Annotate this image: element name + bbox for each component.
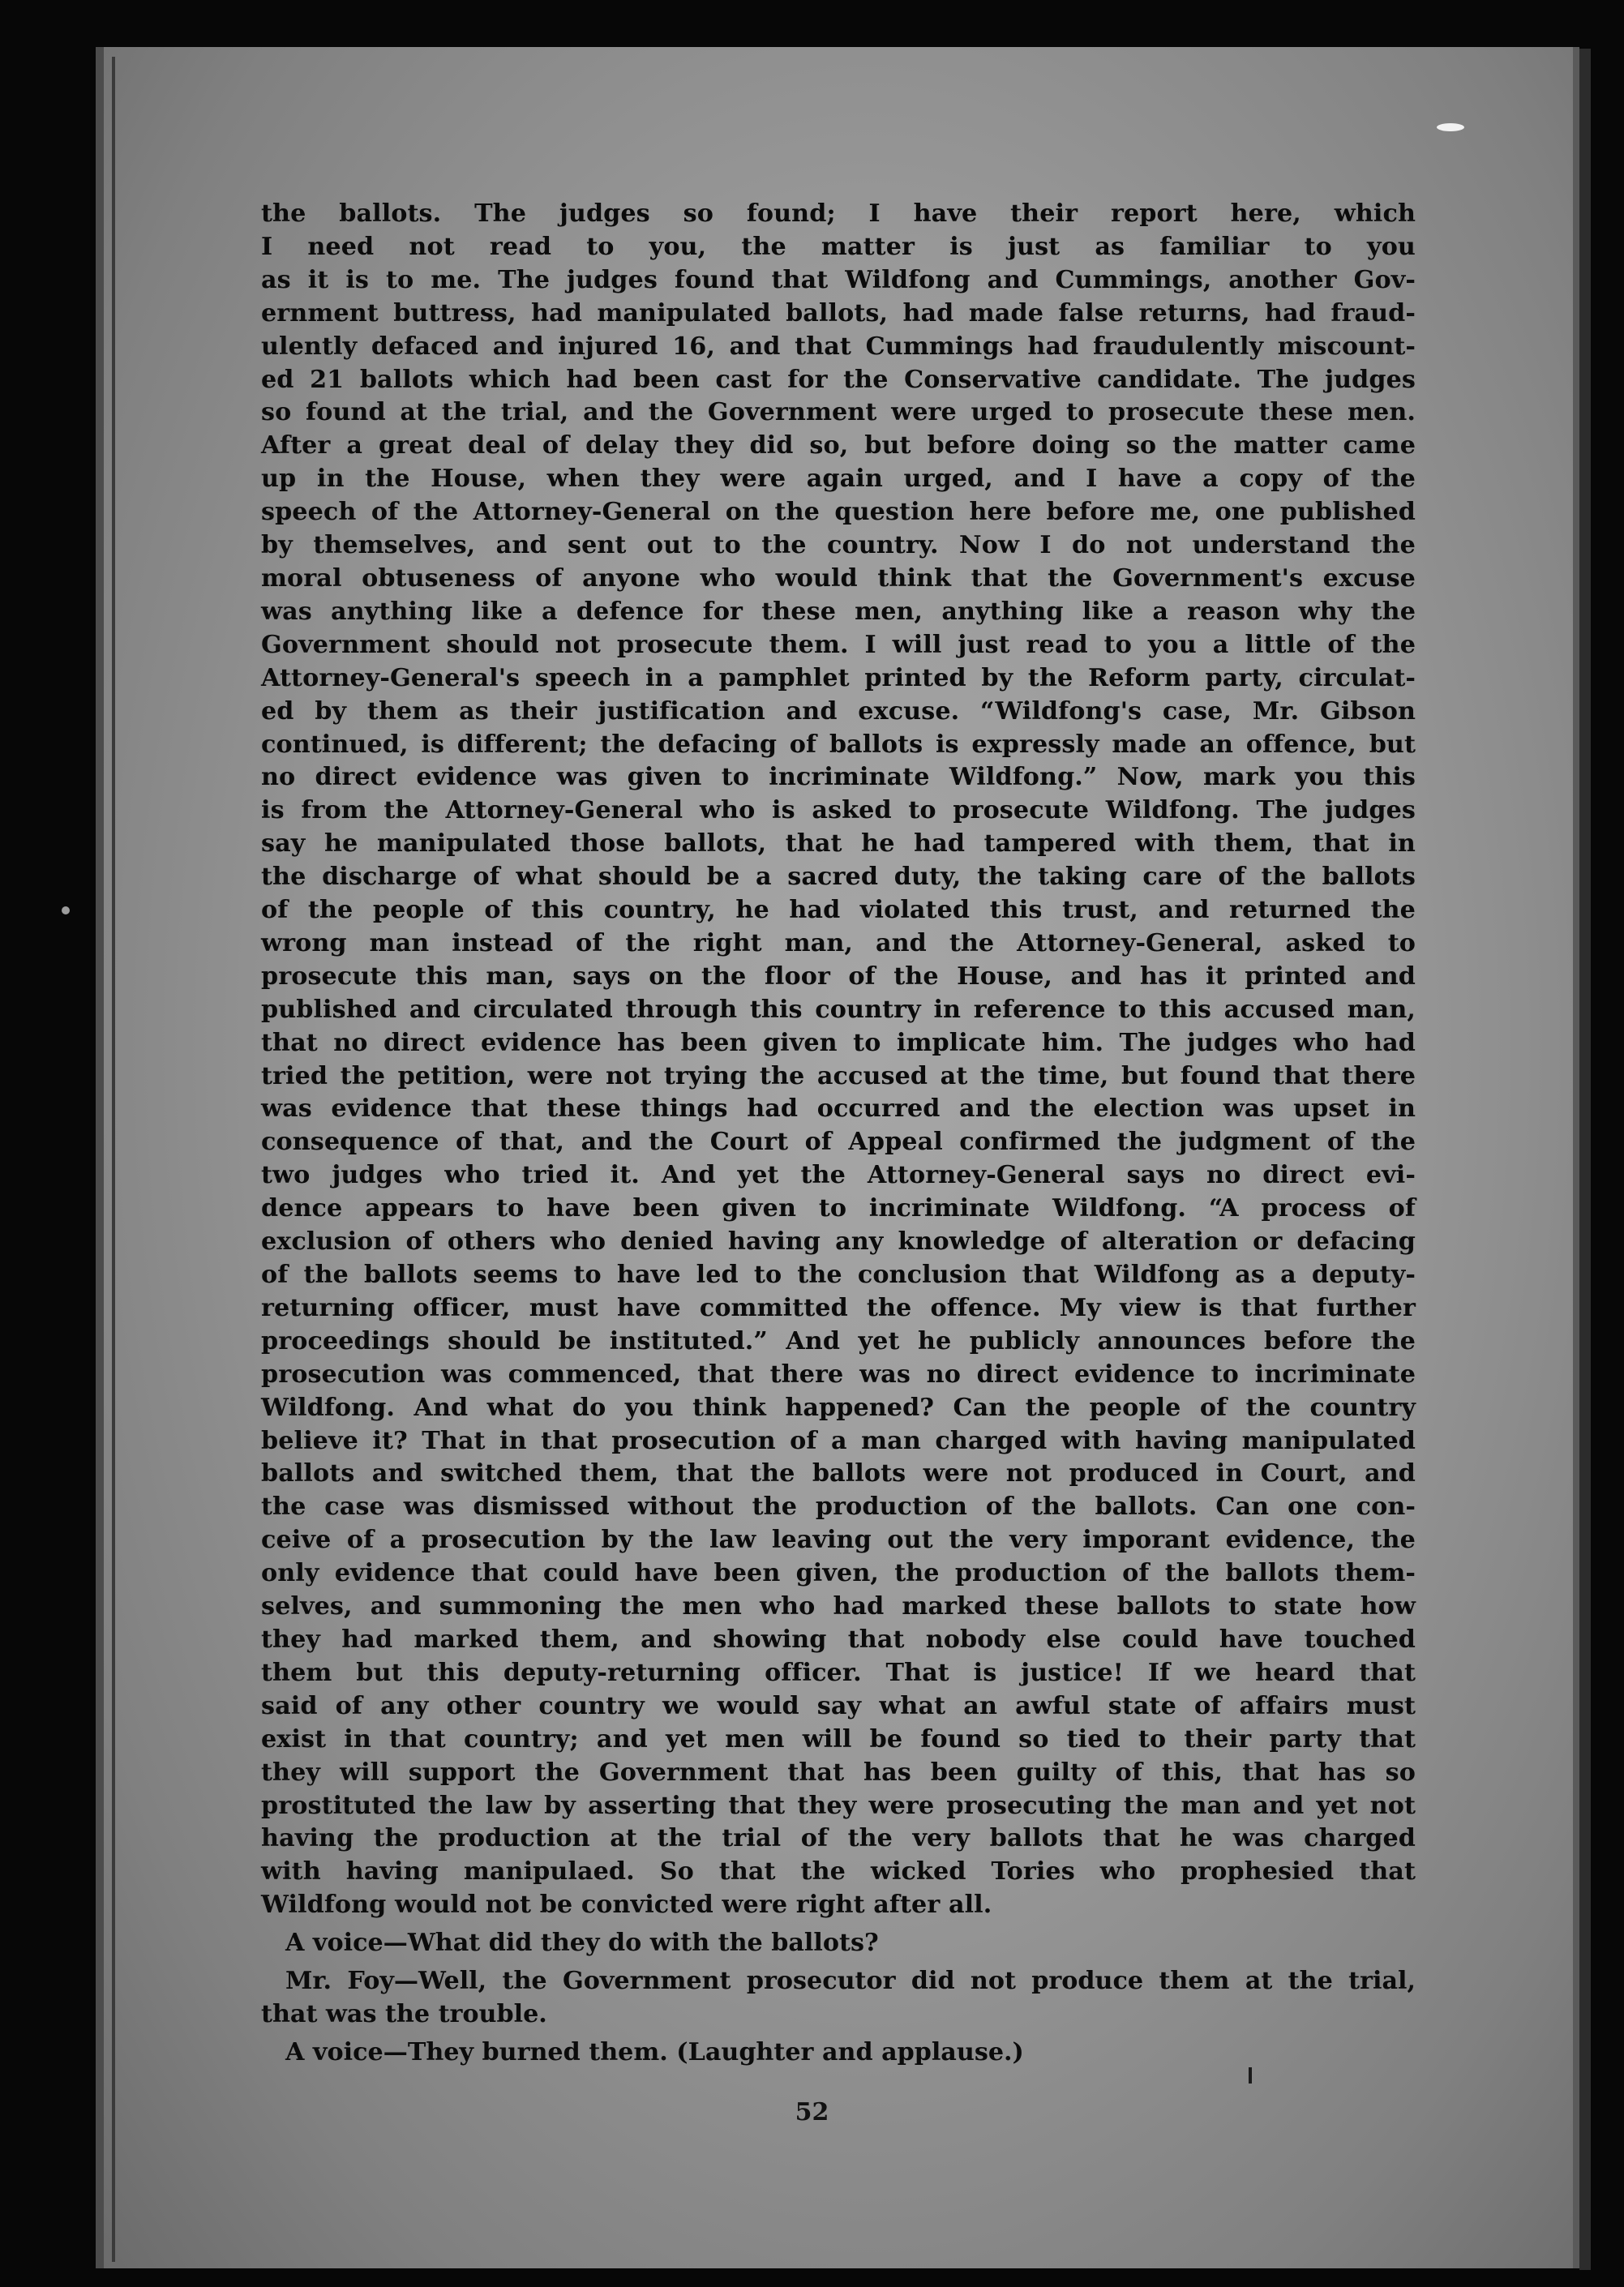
text-line: Government should not prosecute them. I will just read to you a little of the [261, 630, 1416, 659]
text-line: After a great deal of delay they did so, but before doing so the matter came [261, 431, 1416, 460]
binding-hole [62, 906, 70, 914]
text-line: up in the House, when they were again urged, and I have a copy of the [261, 465, 1416, 494]
text-line: prostituted the law by asserting that they were prosecuting the man and yet not [261, 1791, 1416, 1820]
text-line: ceive of a prosecution by the law leaving out the very imporant evidence, the [261, 1526, 1416, 1555]
text-line: the ballots. The judges so found; I have their report here, which [261, 199, 1416, 228]
text-line: ernment buttress, had manipulated ballots, had made false returns, had fraud- [261, 298, 1416, 328]
page-gutter [112, 57, 115, 2262]
dialogue-line: Mr. Foy—Well, the Government prosecutor did not produce them at the trial, [285, 1967, 1416, 1996]
dialogue-line: A voice—They burned them. (Laughter and applause.) [285, 2037, 1024, 2066]
text-line: the discharge of what should be a sacred duty, the taking care of the ballots [261, 863, 1416, 892]
scan-mark [1249, 2067, 1252, 2084]
text-line: Wildfong would not be convicted were right after all. [261, 1891, 992, 1920]
text-line: ed by them as their justification and excuse. “Wildfong's case, Mr. Gibson [261, 696, 1416, 726]
text-line: is from the Attorney-General who is asked to prosecute Wildfong. The judges [261, 796, 1416, 825]
text-line: by themselves, and sent out to the country. Now I do not understand the [261, 531, 1416, 560]
text-line: proceedings should be instituted.” And yet he publicly announces before the [261, 1326, 1416, 1355]
text-line: moral obtuseness of anyone who would think that the Government's excuse [261, 563, 1416, 593]
text-line: was evidence that these things had occurred and the election was upset in [261, 1094, 1416, 1124]
text-line: returning officer, must have committed the offence. My view is that further [261, 1293, 1416, 1322]
text-line: two judges who tried it. And yet the Attorney-General says no direct evi- [261, 1161, 1416, 1190]
text-line: with having manipulaed. So that the wicked Tories who prophesied that [261, 1857, 1416, 1887]
text-line: said of any other country we would say what an awful state of affairs must [261, 1691, 1416, 1720]
dialogue-line: that was the trouble. [261, 1999, 547, 2028]
text-line: the case was dismissed without the production of the ballots. Can one con- [261, 1493, 1416, 1522]
text-line: they will support the Government that has been guilty of this, that has so [261, 1758, 1416, 1787]
text-line: was anything like a defence for these men, anything like a reason why the [261, 597, 1416, 626]
text-line: selves, and summoning the men who had marked these ballots to state how [261, 1592, 1416, 1621]
text-line: no direct evidence was given to incriminate Wildfong.” Now, mark you this [261, 763, 1416, 792]
text-line: so found at the trial, and the Government were urged to prosecute these men. [261, 398, 1416, 427]
text-line: of the ballots seems to have led to the conclusion that Wildfong as a deputy- [261, 1261, 1416, 1289]
text-line: ballots and switched them, that the ballots were not produced in Court, and [261, 1459, 1416, 1488]
text-line: speech of the Attorney-General on the question here before me, one published [261, 498, 1416, 527]
scan-speck [1437, 123, 1464, 131]
body-paragraph [261, 198, 1416, 1922]
text-line: dence appears to have been given to incriminate Wildfong. “A process of [261, 1194, 1416, 1223]
text-line: ulently defaced and injured 16, and that Cummings had fraudulently miscount- [261, 332, 1416, 361]
text-line: wrong man instead of the right man, and the Attorney-General, asked to [261, 928, 1416, 957]
text-line: prosecution was commenced, that there was no direct evidence to incriminate [261, 1360, 1416, 1389]
text-line: consequence of that, and the Court of Appeal confirmed the judgment of the [261, 1128, 1416, 1157]
text-line: exclusion of others who denied having any knowledge of alteration or defacing [261, 1227, 1416, 1257]
text-line: believe it? That in that prosecution of a man charged with having manipulated [261, 1426, 1416, 1455]
text-line: say he manipulated those ballots, that he had tampered with them, that in [261, 829, 1416, 859]
text-line: of the people of this country, he had violated this trust, and returned the [261, 896, 1416, 925]
text-line: Attorney-General's speech in a pamphlet printed by the Reform party, circulat- [261, 663, 1416, 692]
text-line: they had marked them, and showing that nobody else could have touched [261, 1625, 1416, 1654]
text-line: as it is to me. The judges found that Wildfong and Cummings, another Gov- [261, 265, 1416, 294]
text-line: Wildfong. And what do you think happened? Can the people of the country [261, 1393, 1416, 1422]
dialogue-section [261, 1927, 1416, 2070]
speech-text [261, 198, 1416, 2070]
dialogue-line: A voice—What did they do with the ballots? [285, 1929, 879, 1958]
text-line: continued, is different; the defacing of ballots is expressly made an offence, but [261, 730, 1416, 759]
text-line: ed 21 ballots which had been cast for the Conservative candidate. The judges [261, 365, 1416, 394]
page-right-edge [1579, 49, 1591, 2270]
text-line: tried the petition, were not trying the accused at the time, but found that there [261, 1061, 1416, 1090]
text-line: that no direct evidence has been given to implicate him. The judges who had [261, 1028, 1416, 1057]
text-line: published and circulated through this country in reference to this accused man, [261, 995, 1416, 1024]
text-line: only evidence that could have been given, the production of the ballots them- [261, 1559, 1416, 1588]
text-line: exist in that country; and yet men will be found so tied to their party that [261, 1724, 1416, 1754]
text-line: I need not read to you, the matter is just as familiar to you [261, 232, 1416, 261]
text-line: prosecute this man, says on the floor of the House, and has it printed and [261, 961, 1416, 991]
page-number: 52 [795, 2098, 829, 2126]
text-line: having the production at the trial of the very ballots that he was charged [261, 1824, 1416, 1853]
text-line: them but this deputy-returning officer. That is justice! If we heard that [261, 1658, 1416, 1687]
